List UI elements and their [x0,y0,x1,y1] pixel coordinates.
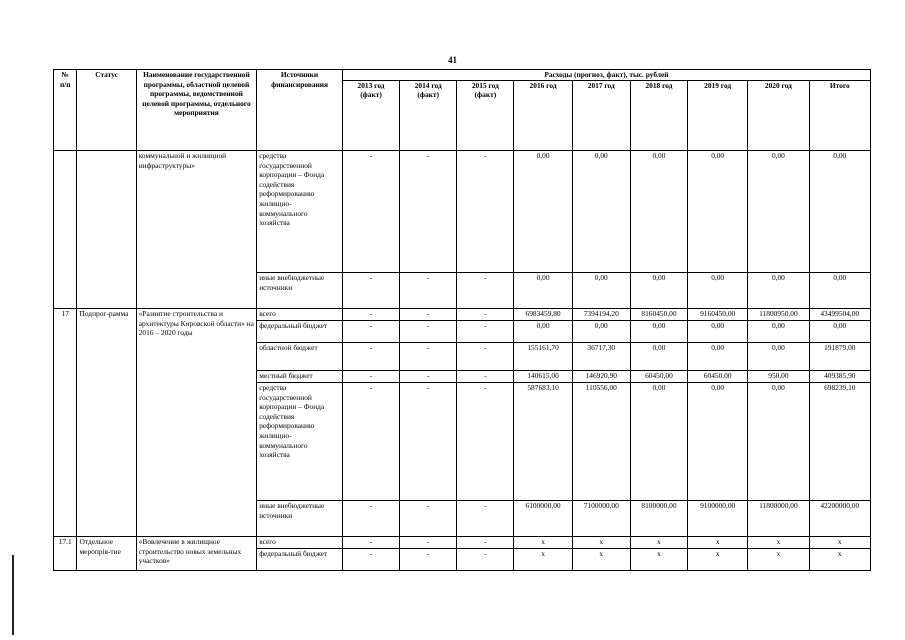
cell-value: - [457,309,514,321]
cell-value: - [400,371,457,383]
cell-value: - [457,151,514,273]
cell-value: 146920,90 [572,371,630,383]
cell-value: 6983459,80 [514,309,572,321]
cell-value: 140615,00 [514,371,572,383]
cell-value: - [342,151,399,273]
cell-source: средства государственной корпорации – Фонда содействия реформированию жилищно-коммунального хозяйства [257,151,343,273]
cell-value: 0,00 [809,321,870,343]
header-year: 2018 год [630,80,687,150]
header-year: 2019 год [688,80,748,150]
cell-value: 9100000,00 [688,501,748,537]
cell-value: 11800000,00 [748,501,809,537]
header-year: 2014 год (факт) [400,80,457,150]
header-status: Статус [77,70,136,151]
cell-value: 191879,00 [809,343,870,371]
cell-value: 0,00 [748,321,809,343]
cell-value: - [342,537,399,549]
cell-value: 43499504,00 [809,309,870,321]
header-year: 2017 год [572,80,630,150]
cell-program-name: коммунальной и жилищной инфраструктуры» [136,151,256,309]
cell-status: Подпрог-рамма [77,309,136,537]
cell-program-name: «Вовлечение в жилищное строительство новых земельных участков» [136,537,256,571]
header-num: № п/п [54,70,77,151]
cell-value: 0,00 [748,383,809,501]
cell-source: областной бюджет [257,343,343,371]
header-expenses: Расходы (прогноз, факт), тыс. рублей [342,70,870,81]
header-year: 2013 год (факт) [342,80,399,150]
cell-value: - [457,321,514,343]
cell-value: 110556,00 [572,383,630,501]
cell-value: - [457,549,514,571]
cell-source: федеральный бюджет [257,549,343,571]
cell-source: всего [257,309,343,321]
cell-value: 60450,00 [630,371,687,383]
cell-value: 0,00 [688,151,748,273]
cell-value: - [457,273,514,309]
cell-value: 0,00 [572,151,630,273]
cell-value: x [688,549,748,571]
cell-value: - [457,343,514,371]
cell-value: - [342,273,399,309]
cell-value: 0,00 [688,273,748,309]
table-row [54,151,871,273]
cell-value: - [342,501,399,537]
cell-value: - [400,151,457,273]
cell-value: - [457,537,514,549]
cell-value: x [630,537,687,549]
budget-table [53,69,871,571]
header-year: 2015 год (факт) [457,80,514,150]
cell-value: - [342,321,399,343]
table-row [54,537,871,549]
header-total: Итого [809,80,870,150]
cell-source: местный бюджет [257,371,343,383]
cell-value: 0,00 [748,151,809,273]
table-header [54,70,871,151]
cell-value: - [400,273,457,309]
table-row [54,309,871,321]
cell-value: 0,00 [572,321,630,343]
cell-num: 17.1 [54,537,77,571]
cell-source: иные внебюджетные источники [257,501,343,537]
cell-value: - [342,309,399,321]
cell-value: 698239,10 [809,383,870,501]
cell-status: Отдельное меропрія-тие [77,537,136,571]
cell-value: - [457,371,514,383]
cell-value: - [342,549,399,571]
cell-source: всего [257,537,343,549]
cell-value: 0,00 [688,343,748,371]
cell-num [54,151,77,309]
cell-value: 155161,70 [514,343,572,371]
cell-program-name: «Развитие строительства и архитектуры Кировской области» на 2016 – 2020 годы [136,309,256,537]
header-sources: Источники финансирования [257,70,343,151]
page-number: 41 [448,55,457,65]
cell-value: 0,00 [514,321,572,343]
cell-source: иные внебюджетные источники [257,273,343,309]
header-year: 2020 год [748,80,809,150]
cell-value: 0,00 [748,343,809,371]
cell-value: - [342,343,399,371]
cell-value: 0,00 [630,343,687,371]
cell-value: 0,00 [514,151,572,273]
cell-value: 7100000,00 [572,501,630,537]
cell-value: x [748,549,809,571]
cell-value: 587683,10 [514,383,572,501]
cell-value: - [457,501,514,537]
cell-value: 7394194,20 [572,309,630,321]
cell-value: - [400,549,457,571]
cell-value: - [400,383,457,501]
cell-status [77,151,136,309]
cell-value: - [400,343,457,371]
cell-value: - [400,309,457,321]
cell-value: x [514,549,572,571]
cell-value: x [688,537,748,549]
cell-value: 0,00 [688,383,748,501]
cell-value: 0,00 [630,273,687,309]
cell-value: 950,00 [748,371,809,383]
cell-value: 0,00 [809,151,870,273]
cell-value: 0,00 [630,383,687,501]
cell-value: 42200000,00 [809,501,870,537]
cell-source: средства государственной корпорации – Фонда содействия реформированию жилищно-коммунального хозяйства [257,383,343,501]
cell-value: 6100000,00 [514,501,572,537]
header-name: Наименование государственной программы, областной целевой программы, ведомственной целевой программы, отдельного мероприятия [136,70,256,151]
cell-value: 11800950,00 [748,309,809,321]
cell-value: 0,00 [809,273,870,309]
cell-value: - [457,383,514,501]
cell-value: - [400,501,457,537]
cell-value: x [514,537,572,549]
cell-value: 9160450,00 [688,309,748,321]
cell-value: 0,00 [748,273,809,309]
cell-value: x [572,537,630,549]
cell-value: - [342,383,399,501]
cell-value: x [809,549,870,571]
margin-line [12,555,14,635]
cell-value: 60450,00 [688,371,748,383]
cell-value: 36717,30 [572,343,630,371]
cell-value: 0,00 [630,321,687,343]
cell-value: 0,00 [514,273,572,309]
cell-value: - [400,321,457,343]
cell-value: 8100000,00 [630,501,687,537]
cell-value: - [400,537,457,549]
cell-value: 0,00 [630,151,687,273]
cell-value: x [630,549,687,571]
cell-value: 409385,90 [809,371,870,383]
cell-value: 8160450,00 [630,309,687,321]
cell-value: x [809,537,870,549]
cell-value: 0,00 [572,273,630,309]
cell-source: федеральный бюджет [257,321,343,343]
cell-value: x [572,549,630,571]
cell-value: 0,00 [688,321,748,343]
cell-value: x [748,537,809,549]
header-year: 2016 год [514,80,572,150]
cell-num: 17 [54,309,77,537]
cell-value: - [342,371,399,383]
